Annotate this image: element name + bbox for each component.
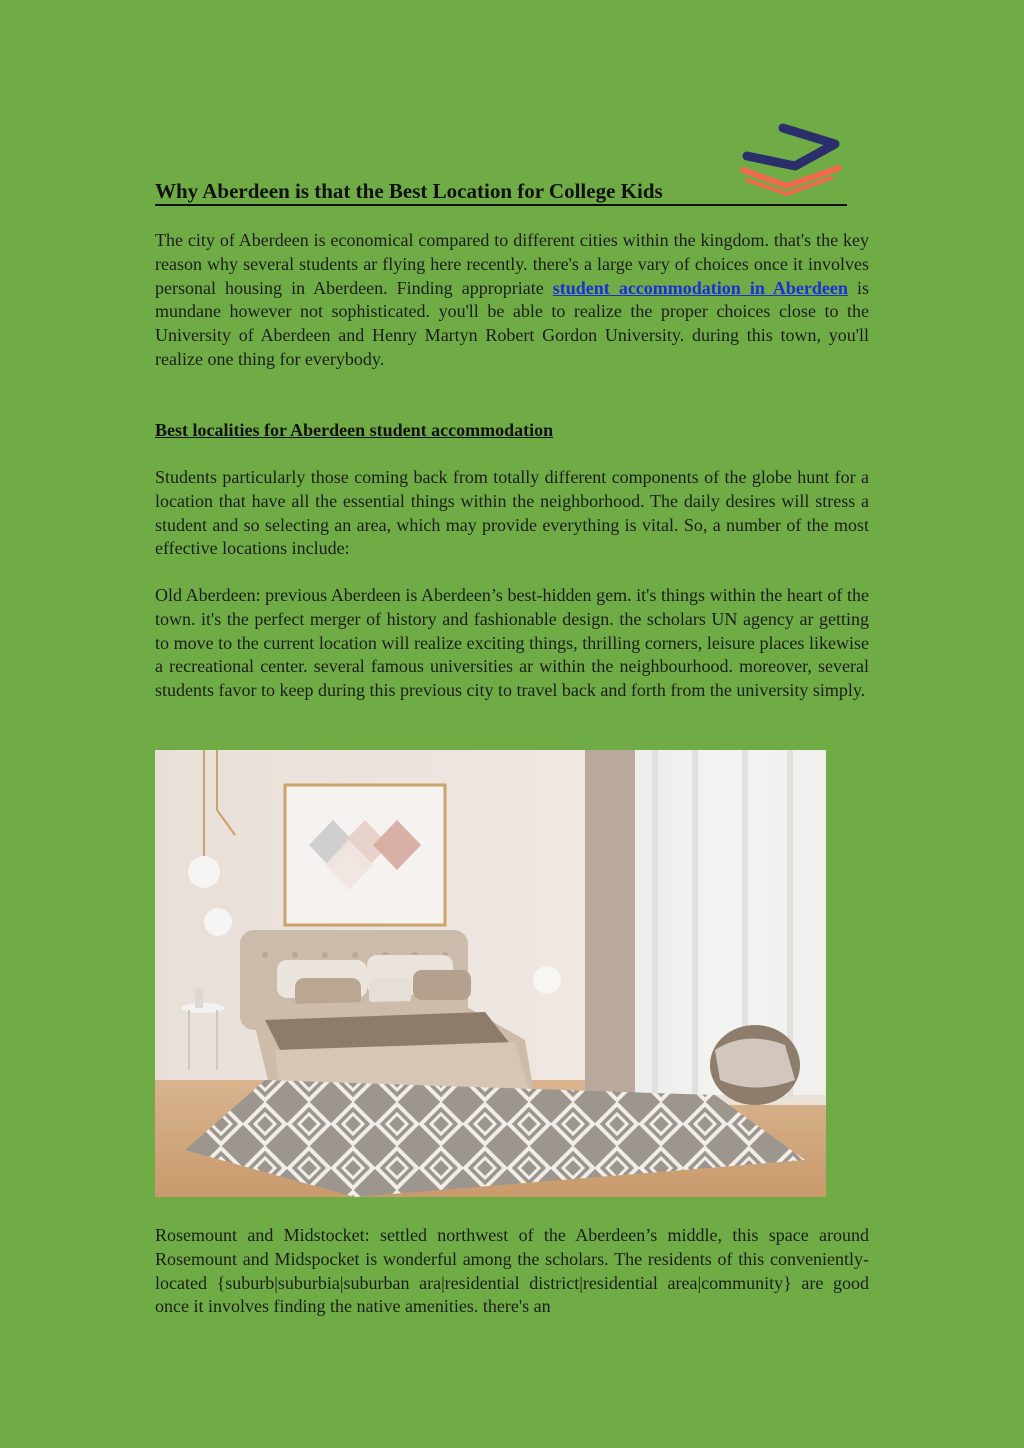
localities-paragraph: Students particularly those coming back from totally different components of the globe hunt for a location that have all the essential things within the neighborhood. The daily desires will stress a student and so selecting an area, which may provide everything is vital. So, a number of the most effective locations include: [155, 467, 869, 559]
title-row [155, 178, 847, 206]
rosemount-paragraph: Rosemount and Midstocket: settled northwest of the Aberdeen’s middle, this space around Rosemount and Midspocket is wonderful among the scholars. The residents of this conveniently-located {suburb|suburbia|suburban ara|residential district|residential area|community} are good once it involves finding the native amenities. there's an [155, 1225, 869, 1317]
page-title: Why Aberdeen is that the Best Location for College Kids [155, 179, 663, 203]
student-accommodation-link[interactable]: student accommodation in Aberdeen [552, 277, 848, 298]
intro-paragraph [155, 229, 869, 372]
old-aberdeen-paragraph: Old Aberdeen: previous Aberdeen is Aberdeen’s best-hidden gem. it's things within the heart of the town. it's the perfect merger of history and fashionable design. the scholars UN agency ar getting to move to the current location will realize exciting things, thrilling corners, leisure places likewise a recreational center. several famous universities ar within the neighbourhood. moreover, several students favor to keep during this previous city to travel back and forth from the university simply. [155, 585, 869, 701]
intro-text-end: is mundane however not sophisticated. you'll be able to realize the proper choices close to the University of Aberdeen and Henry Martyn Robert Gordon University. during this town, you'll realize one thing for everybody. [155, 277, 869, 369]
bedroom-photo [155, 750, 826, 1197]
intro-text-start: The city of Aberdeen is economical compared to different cities within the kingdom. that's the key reason why several students ar flying here recently. there's a large vary of choices once it involves personal housing in Aberdeen. Finding appropriate [155, 230, 869, 298]
section-subheading: Best localities for Aberdeen student accommodation [155, 420, 554, 440]
